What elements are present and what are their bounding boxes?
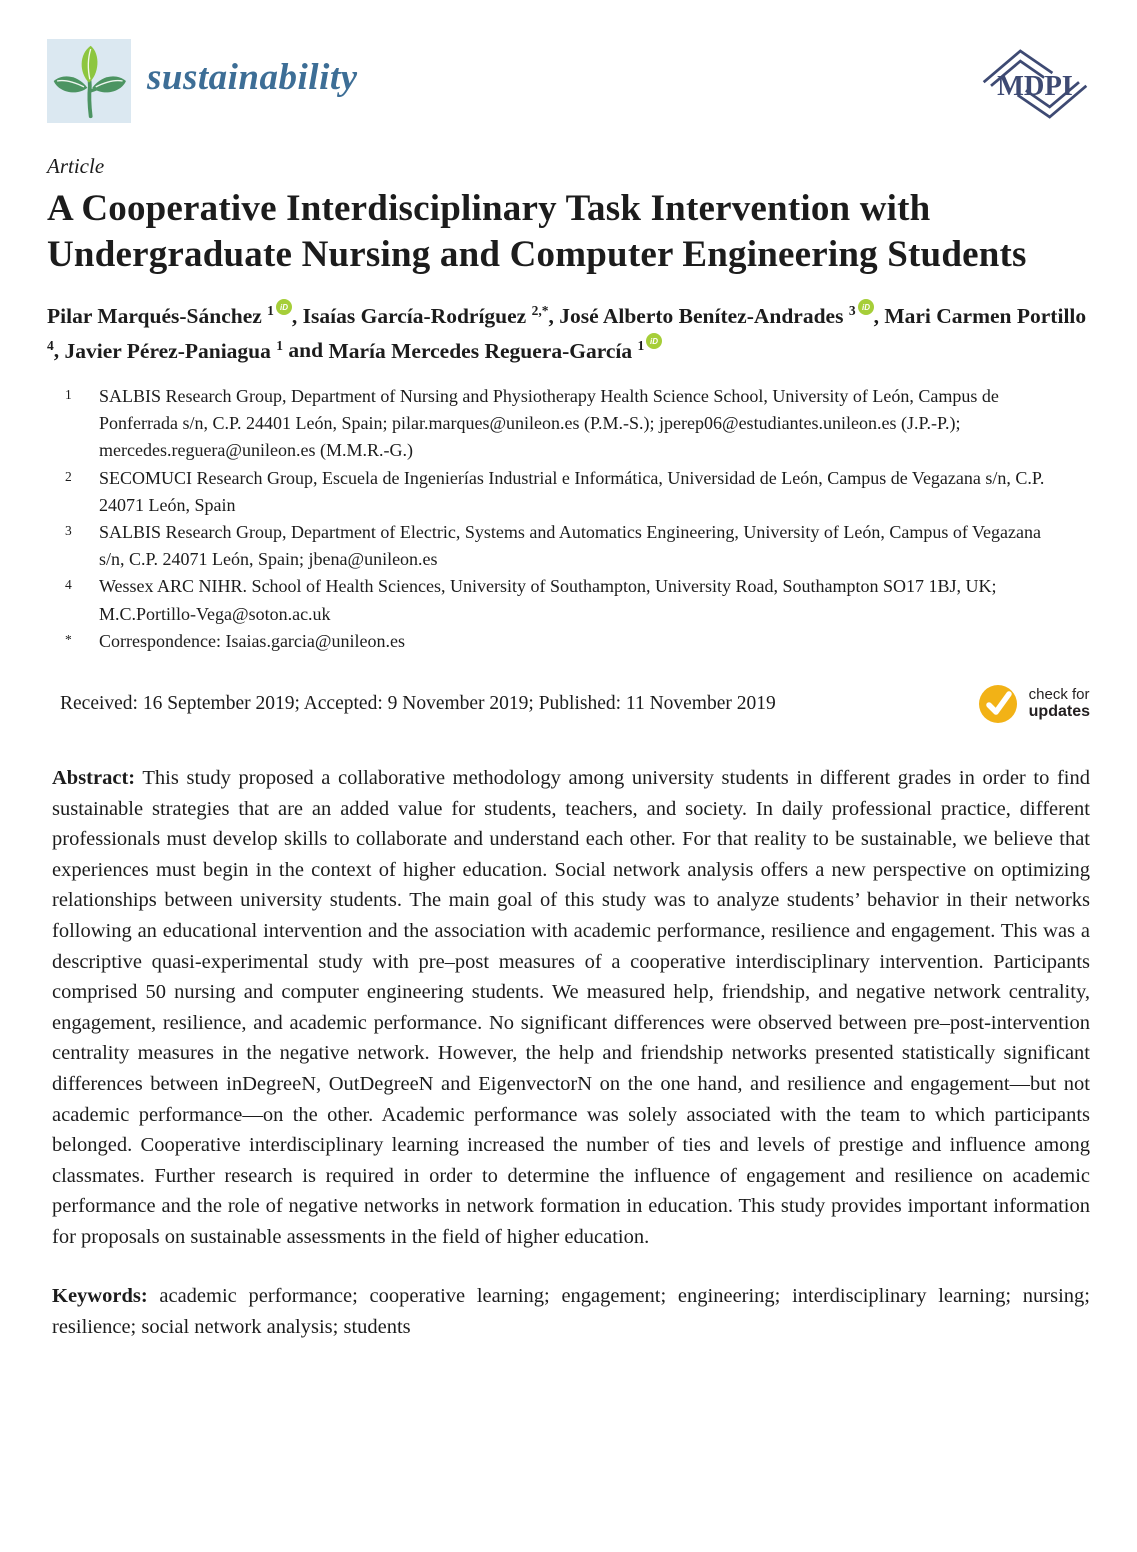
author-separator: , (548, 304, 560, 329)
affiliation-marker: 4 (65, 577, 72, 593)
affiliation-item (65, 519, 1070, 573)
header-bar (0, 0, 1137, 124)
affiliation-marker: 1 (65, 386, 72, 402)
journal-brand (47, 38, 358, 124)
author-sup: 2,* (531, 303, 549, 318)
check-for-updates-badge[interactable] (976, 681, 1090, 727)
author-name: Mari Carmen Portillo (884, 304, 1087, 329)
author (65, 339, 284, 363)
page-title: A Cooperative Interdisciplinary Task Intervention with Undergraduate Nursing and Computer Engineering Students (47, 188, 1027, 275)
author-name: José Alberto Benítez-Andrades (559, 304, 844, 329)
author-separator: , (291, 304, 303, 329)
authors-line (47, 299, 1090, 368)
author (559, 304, 873, 328)
mdpi-logo-icon[interactable] (980, 44, 1090, 124)
affiliation-text: SECOMUCI Research Group, Escuela de Ingenierías Industrial e Informática, Universidad de León, Campus de Vegazana s/n, C.P. 24071 León, Spain (99, 467, 1045, 515)
affiliation-item (65, 628, 1070, 655)
author-name: Javier Pérez-Paniagua (64, 338, 271, 363)
author-separator: , (53, 338, 65, 363)
article-content (0, 154, 1137, 1343)
author-sup: 1 (267, 303, 274, 318)
affiliation-text: Correspondence: Isaias.garcia@unileon.es (99, 630, 405, 651)
affiliation-text: SALBIS Research Group, Department of Electric, Systems and Automatics Engineering, University of León, Campus of Vegazana s/n, C.P. 24071 León, Spain; jbena@unileon.es (99, 521, 1041, 570)
affiliation-marker: * (65, 631, 72, 647)
author-sup: 1 (276, 337, 284, 353)
author-sup: 3 (848, 303, 856, 318)
orcid-icon[interactable] (858, 299, 874, 315)
mdpi-wordmark: MDPI (997, 71, 1073, 102)
publication-dates: Received: 16 September 2019; Accepted: 9 November 2019; Published: 11 November 2019 (60, 692, 776, 714)
affiliation-item (65, 383, 1070, 465)
svg-text:iD: iD (861, 303, 870, 313)
author-separator: , (873, 304, 885, 329)
badge-text (1029, 687, 1090, 721)
author-sup: 1 (637, 337, 645, 353)
article-type-label: Article (47, 154, 105, 178)
dates-row (60, 681, 1090, 727)
checkmark-icon (976, 681, 1022, 727)
author-separator: and (283, 338, 329, 363)
author-sup: 4 (47, 337, 54, 353)
sustainability-plant-icon (47, 38, 131, 124)
affiliation-marker: 2 (65, 468, 72, 484)
keywords-paragraph (52, 1281, 1090, 1342)
badge-line1: check for (1028, 685, 1090, 703)
affiliation-item (65, 465, 1070, 519)
affiliation-item (65, 573, 1070, 627)
orcid-icon[interactable] (276, 299, 292, 315)
affiliations-list (65, 383, 1070, 655)
svg-text:iD: iD (279, 303, 288, 313)
svg-text:iD: iD (650, 337, 659, 347)
author (47, 304, 292, 328)
affiliation-text: Wessex ARC NIHR. School of Health Sciences, University of Southampton, University Road, Southampton SO17 1BJ, UK; M.C.Portillo-Vega@soton.ac.uk (99, 576, 997, 624)
abstract-paragraph (52, 763, 1090, 1253)
abstract-label: Abstract: (52, 766, 136, 789)
badge-line2: updates (1028, 703, 1090, 721)
journal-name: sustainability (147, 56, 358, 98)
author-name: María Mercedes Reguera-García (328, 338, 633, 363)
author-name: Isaías García-Rodríguez (302, 304, 527, 329)
affiliation-marker: 3 (65, 522, 72, 538)
keywords-text: academic performance; cooperative learning; engagement; engineering; interdisciplinary learning; nursing; resilience; social network analysis; students (52, 1285, 1090, 1339)
keywords-label: Keywords: (52, 1285, 148, 1308)
orcid-icon[interactable] (646, 333, 662, 349)
abstract-text: This study proposed a collaborative methodology among university students in different grades in order to find sustainable strategies that are an added value for students, teachers, and society. In daily professional practice, different professionals must develop skills to collaborate and understand each other. For that reality to be sustainable, we believe that experiences must begin in the context of higher education. Social network analysis offers a new perspective on optimizing relationships between university students. The main goal of this study was to analyze students’ behavior in their networks following an educational intervention and the association with academic performance, resilience and engagement. This was a descriptive quasi-experimental study with pre–post measures of a cooperative interdisciplinary intervention. Participants comprised 50 nursing and computer engineering students. We measured help, friendship, and negative network centrality, engagement, resilience, and academic performance. No significant differences were observed between pre–post-intervention centrality measures in the negative network. However, the help and friendship networks presented statistically significant differences between inDegreeN, OutDegreeN and EigenvectorN on the one hand, and resilience and engagement—but not academic performance—on the other. Academic performance was solely associated with the team to which participants belonged. Cooperative interdisciplinary learning increased the number of ties and levels of prestige and influence among classmates. Further research is required in order to determine the influence of engagement and resilience on academic performance and the role of negative networks in network formation in education. This study provides important information for proposals on sustainable assessments in the field of higher education. (52, 766, 1090, 1248)
author (303, 304, 549, 328)
affiliation-text: SALBIS Research Group, Department of Nursing and Physiotherapy Health Science School, University of León, Campus de Ponferrada s/n, C.P. 24401 León, Spain; pilar.marques@unileon.es (P.M.-S.); jperep06@estudiantes.unileon.es (J.P.-P.); mercedes.reguera@unileon.es (M.M.R.-G.) (99, 385, 999, 461)
author (328, 339, 662, 363)
author-name: Pilar Marqués-Sánchez (47, 304, 262, 329)
